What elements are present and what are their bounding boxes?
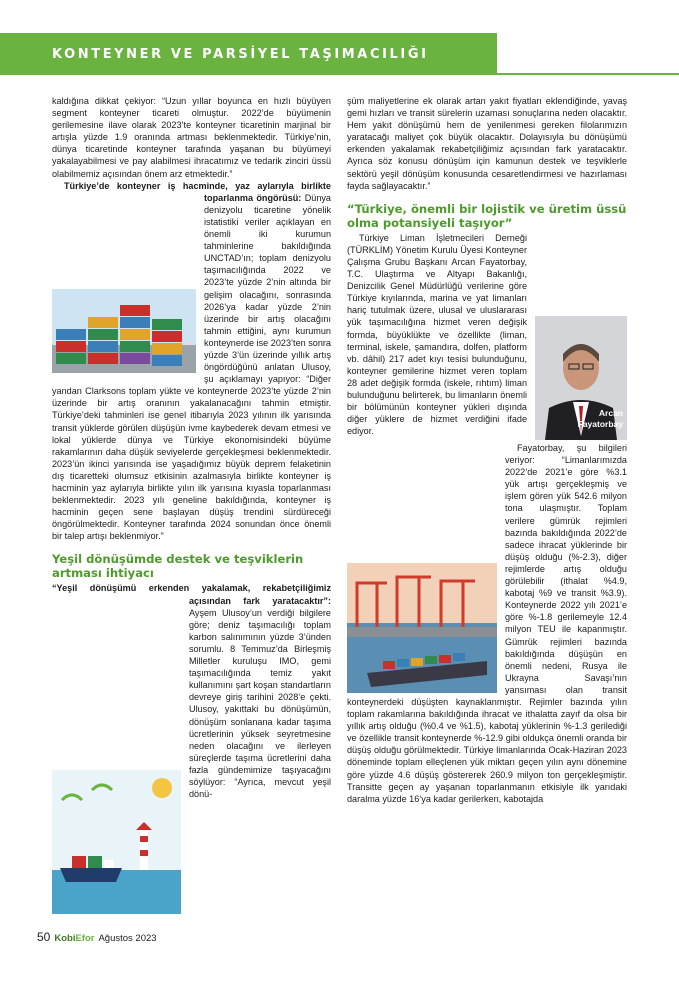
photo-caption xyxy=(578,408,623,430)
paragraph-text: Dünya denizyolu ticaretine yönelik istatistiki veriler açıklayan en önemli iki kurumun tahminlerine bakıldığında UNCTAD’ın; toplam denizyolu taşımacılığında 2022 ve 2023’te yüzde 2’nin altında bir gelişim olacağını, sonrasında 2026’ya kadar yüzde 2’nin üzerinde bir artış olacağını tahmin ettiğini, aynı kurumun konteynerde ise 2023’ten sonra yüzde 3’ün üzerinde yıllık artış öngördüğünü anlatan Ulusoy, şu açıklamayı yapıyor: “Diğer yandan Clarksons toplam yükte ve konteynerde 2023’te yüzde 2’nin üzerinde bir artış oranının yakalanacağını tahmin etmiştir. Türkiye’deki tahminleri ise genel itibarıyla 2023 yılının ilk yarısında transit yüklerde görülen düşüşün ivme kaybederek devam etmesi ve lokal yüklerde dünya ve Türkiye ekonomisindeki büyüme rakamlarının daha düşük seviyelerde gerçekleşmesi beklenmektedir. 2023’ün ikinci yarısında ise yaşadığımız büyük deprem felaketinin dış ticaretteki olumsuz etkisinin azalmasıyla birlikte konteyner iş hacminin yaz aylarıyla birlikte yılın ilk yarısına kıyasla toparlanması beklenmektedir. 2023 yılı geneline bakıldığında, konteyner iş hacminin geçen sene başlayan düşüş trendini sürdüreceği öngörülmektedir. Konteyner tarafında 2024 sonundan önce önemli bir talep artışı beklenmiyor.” xyxy=(52,192,331,542)
portrait-photo xyxy=(535,316,627,440)
header-rule xyxy=(497,73,679,75)
page-number: 50 xyxy=(37,930,51,944)
section-header-bar xyxy=(0,33,497,75)
container-stack-photo xyxy=(52,289,196,373)
section-heading: “Türkiye, önemli bir lojistik ve üretim üssü olma potansiyeli taşıyor” xyxy=(347,201,627,230)
green-shipping-illustration xyxy=(52,770,181,914)
paragraph: Fayatorbay, şu bilgileri veriyor: “Limanlarımızda 2022’de 2021’e göre %3.1 yük artışı gerçekleşmiş ve işlem gören yük 542.6 milyon tona ulaşmıştır. Toplam verilere gümrük rejimleri bazında bakıldığında 2022’de sadece ihracat yüklerinde bir düşüş olduğu (%-2.3), diğer rejimlerde artış olduğu görülebilir (ithalat %4.9, kabotaj %9 ve transit %3.9). Konteynerde 2022 yılı 2021’e göre %-1.8 gerilemeyle 12.4 milyon TEU ile kapanmıştır. Gümrük rejimleri bazında bakıldığında düşüşün en önemli nedeni, Rusya ile Ukrayna Savaşı’nın yansıması olan transit konteynerdeki düşüşten kaynaklanmıştır. Rejimler bazında yılın toplam rakamlarına bakıldığında ihracat ve ithalatta zayıf da olsa bir yıllık artış olduğu (%0.4 ve %1.5), kabotaj yüklerinin %-1.3 gerilediği ve özellikle transit konteynerde %-12.9 gibi oldukça önemli oranda bir düşüş olduğu görülmektedir. Türkiye limanlarında Ocak-Haziran 2023 döneminde toplam elleçlenen yük miktarı geçen yılın aynı dönemine göre yüzde 4.6 düşüş göstererek 260.9 milyon ton gerçekleşmiştir. Transitte geçen ay yaşanan toparlanmanın etkisiyle ilk yarıdaki daralma yüzde 16’ya kadar gerilerken, kabotajda xyxy=(347,443,627,804)
section-title: KONTEYNER VE PARSİYEL TAŞIMACILIĞI xyxy=(52,46,429,62)
issue-date: Ağustos 2023 xyxy=(98,933,157,944)
right-column xyxy=(347,95,627,805)
paragraph: kaldığına dikkat çekiyor: “Uzun yıllar boyunca en hızlı büyüyen segment konteyner ticareti olmuştur. 2022’de büyümenin gerilemesine ilave olarak 2023’te konteyner ticaretinin marjinal bir artışla yüzde 1.9 oranında artması beklenmektedir. Türkiye’nin, dünya ticaretinde konteyner tarafında yaşanan bu büyümeyi yakalayabilmesi ve pay alabilmesi ihracatımız ve tedarik zinciri üssü olabilmemiz açısından önem arz etmektedir.” xyxy=(52,96,331,179)
logo-part: Kobi xyxy=(54,933,76,944)
caption-last-name: Fayatorbay xyxy=(577,419,623,429)
paragraph-text: Ayşem Ulusoy’un verdiği bilgilere göre; deniz taşımacılığı toplam karbon salınımının yüzde 3’ünden sorumlu. 8 Temmuz’da Birleşmiş Milletler kuruluşu IMO, gemi taşımacılığında temiz yakıt kullanımını şart koşan standartların devreye giriş tarihini 2028’e çekti. Ulusoy, yakıttaki bu dönüşümün, dönüşüm sonlanana kadar taşıma ücretlerinin yüksek seyretmesine neden olacağını ve ilerleyen süreçlerde taşıma ücretlerini daha fazla gündemimize taşıyacağını söylüyor: “Ayrıca, mevcut yeşil dönü- xyxy=(189,607,331,800)
lead-in-bold: “Yeşil dönüşümü erkenden yakalamak, rekabetçiliğimiz açısından fark yaratacaktır”: xyxy=(52,583,331,606)
section-heading: Yeşil dönüşümde destek ve teşviklerin artması ihtiyacı xyxy=(52,552,304,581)
page-footer xyxy=(37,930,157,946)
paragraph: Türkiye Liman İşletmecileri Derneği (TÜRKLİM) Yönetim Kurulu Üyesi Konteyner Çalışma Grubu Başkanı Arcan Fayatorbay, T.C. Ulaştırma ve Altyapı Bakanlığı, Denizcilik Genel Müdürlüğü verilerine göre Türkiye kıyılarında, marina ve yat limanları hariç tutulmak üzere, ulusal ve uluslararası yük taşımacılığına hizmet veren değişik formda, büyüklükte ve özellikte (liman, terminal, iskele, şamandıra, dolfen, platform vb. dâhil) 217 adet kıyı tesisi bulunduğunu, konteyner gemilerine hizmet veren toplam 28 adet değişik formda (iskele, rıhtım) liman bulunduğunu belirterek, bu limanların önemli bir bölümünün konteyner yükleri dışında diğer yüklere de hizmet verdiğini ifade ediyor. xyxy=(347,232,627,438)
magazine-logo xyxy=(54,933,94,944)
paragraph: şüm maliyetlerine ek olarak artan yakıt fiyatları eklendiğinde, yavaş gemi hızları ve transit sürelerin uzaması sonuçlarına neden olacaktır. Hem yakıt dönüşümü hem de yenilenmesi gereken filolarımızın yaratacağı maliyet çok büyük olacaktır. Dolayısıyla bu dönüşümü erkenden yakalamak rekabetçiliğimiz açısından fark yaratacaktır. Ayrıca söz konusu dönüşüm için kamunun destek ve teşviklerle sektörü yeşil dönüşüm konusunda cesaretlendirmesi ve hazırlaması fayda sağlayacaktır.” xyxy=(347,96,627,191)
port-cranes-photo xyxy=(347,563,497,693)
caption-first-name: Arcan xyxy=(598,408,623,418)
logo-part: Efor xyxy=(75,933,95,944)
paragraph xyxy=(52,582,331,800)
lead-in-bold: Türkiye’de konteyner iş hacminde, yaz aylarıyla birlikte toparlanma öngörüsü: xyxy=(64,180,331,203)
